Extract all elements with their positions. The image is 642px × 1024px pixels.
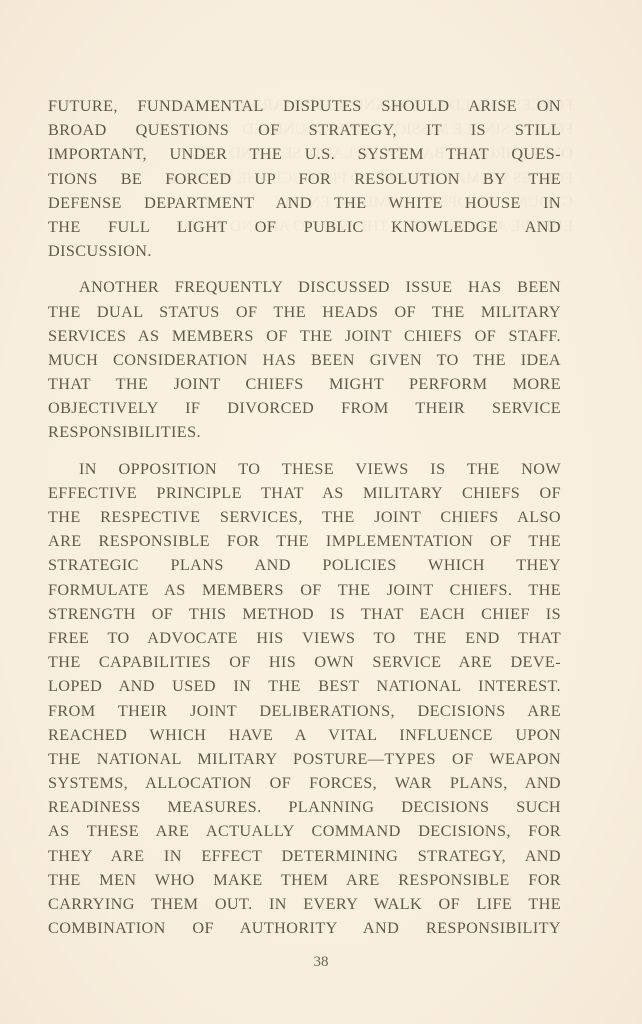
text-line: CARRYING THEM OUT. IN EVERY WALK OF LIFE THE bbox=[48, 895, 561, 913]
text-line: THAT THE JOINT CHIEFS MIGHT PERFORM MORE bbox=[48, 375, 561, 394]
text-line: THEY ARE IN EFFECT DETERMINING STRATEGY, AND bbox=[48, 846, 561, 865]
text-line: DEFENSE DEPARTMENT AND THE WHITE HOUSE IN bbox=[48, 193, 561, 212]
text-line: STRATEGIC PLANS AND POLICIES WHICH THEY bbox=[48, 556, 561, 575]
text-line: DISCUSSION. bbox=[48, 242, 152, 261]
text-line: LOPED AND USED IN THE BEST NATIONAL INTEREST. bbox=[48, 677, 561, 696]
text-line: COMBINATION OF AUTHORITY AND RESPONSIBILITY bbox=[48, 919, 561, 938]
text-line: REACHED WHICH HAVE A VITAL INFLUENCE UPON bbox=[48, 725, 561, 744]
text-line: FREE TO ADVOCATE HIS VIEWS TO THE END THAT bbox=[48, 628, 561, 647]
text-line: MUCH CONSIDERATION HAS BEEN GIVEN TO THE IDEA bbox=[48, 350, 561, 369]
text-line: THE MEN WHO MAKE THEM ARE RESPONSIBLE FOR bbox=[48, 870, 561, 889]
page-number: 38 bbox=[313, 954, 329, 970]
text-line: FUTURE, FUNDAMENTAL DISPUTES SHOULD ARISE ON bbox=[48, 97, 561, 115]
text-line: IMPORTANT, UNDER THE U.S. SYSTEM THAT QUES- bbox=[48, 145, 561, 164]
text-line: TIONS BE FORCED UP FOR RESOLUTION BY THE bbox=[48, 169, 561, 188]
paragraph bbox=[48, 275, 561, 444]
body-text bbox=[48, 94, 561, 952]
text-line: EFFECTIVE PRINCIPLE THAT AS MILITARY CHIEFS OF bbox=[48, 483, 561, 502]
text-line: ARE RESPONSIBLE FOR THE IMPLEMENTATION OF THE bbox=[48, 532, 561, 551]
text-line: STRENGTH OF THIS METHOD IS THAT EACH CHIEF IS bbox=[48, 604, 561, 623]
text-line: RESPONSIBILITIES. bbox=[48, 423, 201, 442]
text-line: OBJECTIVELY IF DIVORCED FROM THEIR SERVICE bbox=[48, 399, 561, 418]
text-line: SYSTEMS, ALLOCATION OF FORCES, WAR PLANS, AND bbox=[48, 774, 561, 793]
text-line: FROM THEIR JOINT DELIBERATIONS, DECISIONS ARE bbox=[48, 701, 561, 720]
text-line: ANOTHER FREQUENTLY DISCUSSED ISSUE HAS BEEN bbox=[79, 278, 561, 297]
paragraph bbox=[48, 94, 561, 263]
text-line: FORMULATE AS MEMBERS OF THE JOINT CHIEFS. THE bbox=[48, 580, 561, 599]
text-line: THE CAPABILITIES OF HIS OWN SERVICE ARE DEVE- bbox=[48, 653, 561, 672]
paragraph bbox=[48, 457, 561, 941]
text-line: THE RESPECTIVE SERVICES, THE JOINT CHIEFS ALSO bbox=[48, 508, 561, 526]
text-line: AS THESE ARE ACTUALLY COMMAND DECISIONS, FOR bbox=[48, 822, 561, 841]
text-line: IN OPPOSITION TO THESE VIEWS IS THE NOW bbox=[79, 459, 561, 478]
text-line: THE NATIONAL MILITARY POSTURE—TYPES OF WEAPON bbox=[48, 749, 561, 768]
text-line: THE DUAL STATUS OF THE HEADS OF THE MILITARY bbox=[48, 302, 561, 321]
text-line: THE FULL LIGHT OF PUBLIC KNOWLEDGE AND bbox=[48, 217, 561, 236]
text-line: READINESS MEASURES. PLANNING DECISIONS SUCH bbox=[48, 798, 561, 817]
text-line: SERVICES AS MEMBERS OF THE JOINT CHIEFS OF STAFF. bbox=[48, 326, 561, 345]
text-line: BROAD QUESTIONS OF STRATEGY, IT IS STILL bbox=[48, 121, 561, 140]
